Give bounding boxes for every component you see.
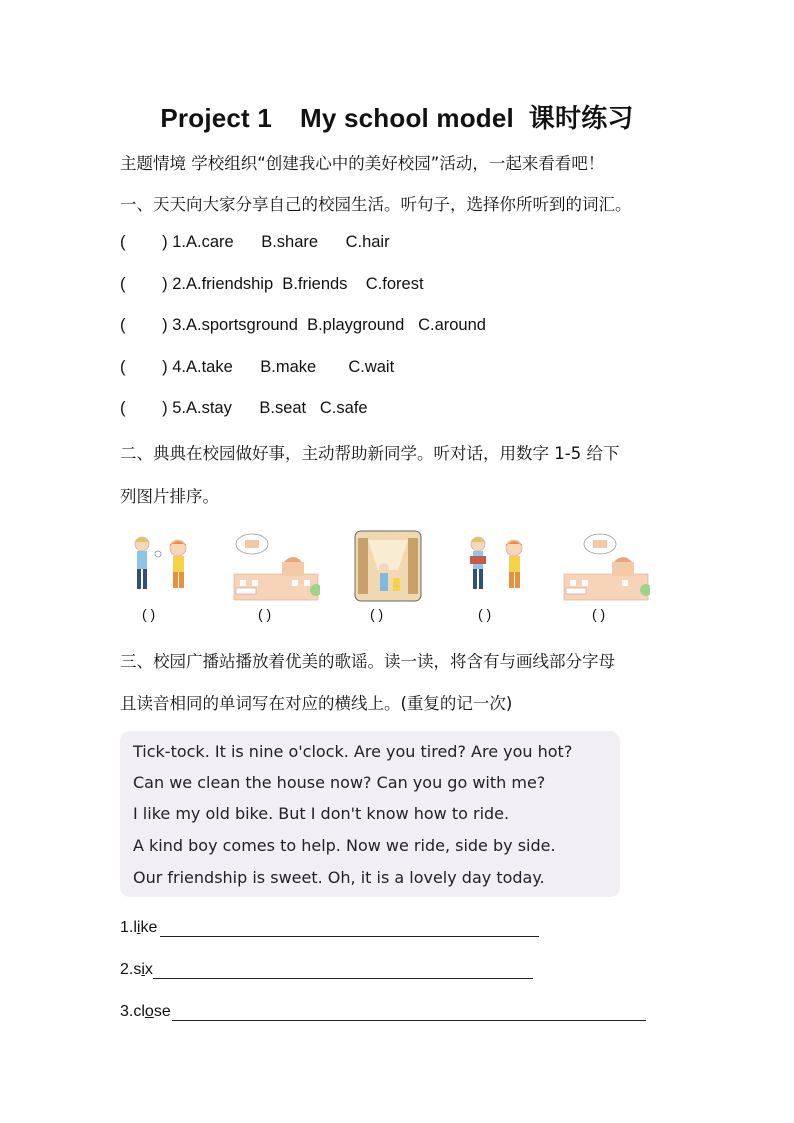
intro-text: 主题情境 学校组织“创建我心中的美好校园”活动，一起来看看吧！ (120, 154, 605, 173)
section2-heading-line2: 列图片排序。 (120, 487, 219, 506)
title-project: Project 1 (160, 103, 273, 133)
poem-line: Tick-tock. It is nine o'clock. Are you tired? Are you hot? (133, 742, 573, 761)
poem-line: Our friendship is sweet. Oh, it is a lovely day today. (133, 868, 545, 887)
fill-word-pre: 1.l (120, 919, 137, 936)
question-2: ( ) 2.A.friendship B.friends C.forest (120, 275, 424, 293)
order-blank-2[interactable]: ( ) (258, 606, 272, 622)
section1-heading: 一、天天向大家分享自己的校园生活。听句子，选择你所听到的词汇。 (120, 195, 632, 214)
school-corridor-picture (354, 530, 422, 602)
fill-word-underlined: i (136, 919, 141, 936)
fill-word-post: x (144, 961, 153, 978)
poem-box (120, 731, 620, 897)
question-4: ( ) 4.A.take B.make C.wait (120, 358, 395, 376)
picture-row (0, 530, 794, 630)
section3-heading-line1: 三、校园广播站播放着优美的歌谣。读一读，将含有与画线部分字母 (120, 652, 615, 671)
children-books-picture (464, 530, 534, 600)
fill-word-pre: 2.s (120, 961, 142, 978)
fill-word-underlined: i (141, 961, 145, 978)
fill-item-2 (120, 961, 153, 979)
children-talking-picture (128, 530, 198, 600)
fill-word-underlined: o (144, 1003, 154, 1020)
poem-line: A kind boy comes to help. Now we ride, side by side. (133, 836, 556, 855)
poem-line: I like my old bike. But I don't know how to ride. (133, 804, 510, 823)
answer-line-2[interactable] (153, 978, 533, 979)
section2-heading-line1: 二、典典在校园做好事，主动帮助新同学。听对话，用数字 1-5 给下 (120, 444, 620, 463)
fill-word-post: se (153, 1003, 171, 1020)
poem-line: Can we clean the house now? Can you go with me? (133, 773, 546, 792)
order-blank-3[interactable]: ( ) (370, 606, 384, 622)
answer-line-3[interactable] (172, 1020, 646, 1021)
order-blank-1[interactable]: ( ) (142, 606, 156, 622)
order-blank-5[interactable]: ( ) (592, 606, 606, 622)
answer-line-1[interactable] (160, 936, 539, 937)
order-blank-4[interactable]: ( ) (478, 606, 492, 622)
fill-item-3 (120, 1003, 171, 1021)
title-name: My school model (300, 103, 514, 133)
school-gate-picture (562, 530, 650, 602)
fill-word-pre: 3.cl (120, 1003, 145, 1020)
question-3: ( ) 3.A.sportsground B.playground C.around (120, 316, 486, 334)
question-1: ( ) 1.A.care B.share C.hair (120, 233, 390, 251)
fill-word-post: ke (140, 919, 158, 936)
section3-heading-line2: 且读音相同的单词写在对应的横线上。(重复的记一次) (120, 694, 513, 713)
question-5: ( ) 5.A.stay B.seat C.safe (120, 399, 368, 417)
school-building-picture (232, 530, 320, 602)
fill-item-1 (120, 919, 157, 937)
page-title (0, 98, 794, 135)
title-suffix: 课时练习 (528, 103, 634, 133)
